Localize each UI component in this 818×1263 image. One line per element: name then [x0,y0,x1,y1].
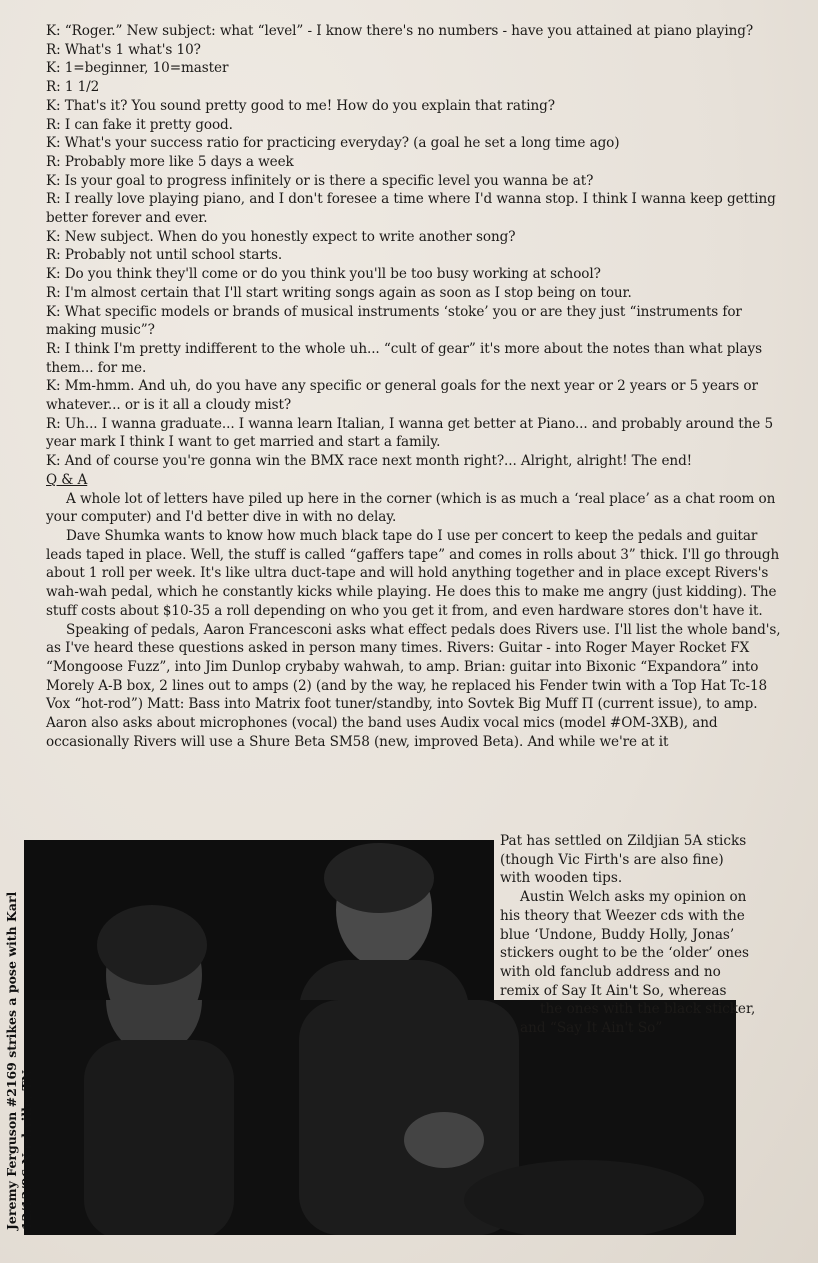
photo-caption-line-2: 12/13/96 Nashville, TN [19,1069,34,1230]
interview-line-9: K: Is your goal to progress infinitely or is there a specific level you wanna be at? [46,172,594,189]
interview-line-14: R: I'm almost certain that I'll start writing songs again as soon as I stop being on tour. [46,284,632,301]
main-text-column [46,22,794,751]
interview-line-16: R: I think I'm pretty indifferent to the whole uh... “cult of gear” it's more about the notes than what plays them... for me. [46,340,763,376]
photo-caption [4,892,34,1230]
right-line-5: his theory that Weezer cds with the [500,907,745,924]
interview-line-12: R: Probably not until school starts. [46,247,283,264]
interview-line-13: K: Do you think they'll come or do you think you'll be too busy working at school? [46,266,601,283]
interview-line-2: R: What's 1 what's 10? [46,41,201,58]
interview-line-10: R: I really love playing piano, and I don't foresee a time where I'd wanna stop. I think I wanna keep getting better forever and ever. [46,191,776,227]
right-line-7: stickers ought to be the ‘older’ ones [500,945,749,962]
qa-heading: Q & A [46,471,88,488]
right-line-1: Pat has settled on Zildjian 5A sticks [500,833,747,849]
interview-line-8: R: Probably more like 5 days a week [46,153,294,170]
right-line-6: blue ‘Undone, Buddy Holly, Jonas’ [500,926,735,943]
right-column-text [500,832,798,1038]
interview-line-4: R: 1 1/2 [46,79,100,96]
right-line-10: the ones with the black sticker, [540,1001,756,1018]
right-line-3: with wooden tips. [500,870,623,887]
right-line-9: remix of Say It Ain't So, whereas [500,982,727,999]
interview-line-5: K: That's it? You sound pretty good to me! How do you explain that rating? [46,97,555,114]
right-line-4: Austin Welch asks my opinion on [520,889,747,906]
right-line-11: and “Say It Ain't So” [520,1020,663,1037]
qa-paragraph-3: Speaking of pedals, Aaron Francesconi asks what effect pedals does Rivers use. I'll list the whole band's, as I've heard these questions asked in person many times. Rivers: Guitar - into Roger Mayer Rocket FX “Mongoose Fuzz”, into Jim Dunlop crybaby wahwah, to amp. Brian: guitar into Bixonic “Expandora” into Morely A-B box, 2 lines out to amps (2) (and by the way, he replaced his Fender twin with a Top Hat Tc-18 Vox “hot-rod”) Matt: Bass into Matrix foot tuner/standby, into Sovtek Big Muff Π (current issue), to amp. Aaron also asks about microphones (vocal) the band uses Audix vocal mics (model #OM-3XB), and occasionally Rivers will use a Shure Beta SM58 (new, improved Beta). And while we're at it [46,621,781,750]
interview-line-11: K: New subject. When do you honestly expect to write another song? [46,228,516,245]
photo-caption-line-1: Jeremy Ferguson #2169 strikes a pose with Karl [4,891,19,1230]
interview-line-19: K: And of course you're gonna win the BMX race next month right?... Alright, alright! The end! [46,453,693,470]
interview-line-7: K: What's your success ratio for practicing everyday? (a goal he set a long time ago) [46,135,620,152]
right-line-2: (though Vic Firth's are also fine) [500,851,724,868]
qa-paragraph-1: A whole lot of letters have piled up here in the corner (which is as much a ‘real place’ as a chat room on your computer) and I'd better dive in with no delay. [46,490,776,526]
interview-line-3: K: 1=beginner, 10=master [46,60,229,77]
qa-paragraph-2: Dave Shumka wants to know how much black tape do I use per concert to keep the pedals and guitar leads taped in place. Well, the stuff is called “gaffers tape” and comes in rolls about 3” thick. I'll go through about 1 roll per week. It's like ultra duct-tape and will hold anything together and in place except Rivers's wah-wah pedal, which he constantly kicks while playing. He does this to make me angry (just kidding). The stuff costs about $10-35 a roll depending on who you get it from, and even hardware stores don't have it. [46,527,780,619]
interview-line-6: R: I can fake it pretty good. [46,116,233,133]
interview-line-15: K: What specific models or brands of musical instruments ‘stoke’ you or are they just “instruments for making music”? [46,303,742,339]
interview-line-18: R: Uh... I wanna graduate... I wanna learn Italian, I wanna get better at Piano... and probably around the 5 year mark I think I want to get married and start a family. [46,415,774,451]
interview-line-17: K: Mm-hmm. And uh, do you have any specific or general goals for the next year or 2 years or 5 years or whatever... or is it all a cloudy mist? [46,378,758,414]
right-line-8: with old fanclub address and no [500,963,721,980]
interview-line-1: K: “Roger.” New subject: what “level” - I know there's no numbers - have you attained at piano playing? [46,23,754,39]
